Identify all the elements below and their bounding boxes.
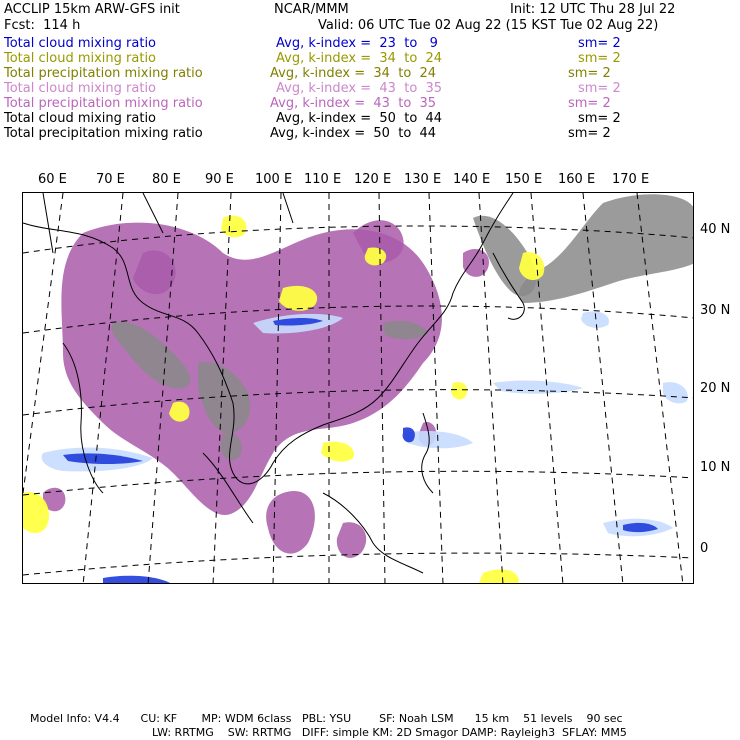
legend-field: Total precipitation mixing ratio [4,66,203,81]
lon-label: 100 E [255,172,293,187]
legend-sm: sm= 2 [568,66,611,81]
lon-label: 110 E [304,172,342,187]
legend-sm: sm= 2 [578,111,621,126]
legend-field: Total precipitation mixing ratio [4,126,203,141]
run-title: ACCLIP 15km ARW-GFS init [4,2,180,17]
center-label: NCAR/MMM [274,2,349,17]
legend-sm: sm= 2 [578,51,621,66]
lon-label: 130 E [404,172,442,187]
lat-label: 40 N [700,222,731,237]
legend-field: Total cloud mixing ratio [4,36,157,51]
legend-field: Total cloud mixing ratio [4,111,157,126]
legend-avg: Avg, k-index = 50 to 44 [276,111,443,126]
lon-label: 80 E [152,172,181,187]
legend-sm: sm= 2 [578,81,621,96]
legend-field: Total precipitation mixing ratio [4,96,203,111]
hydrometeor-fields [23,194,694,584]
forecast-hour: Fcst: 114 h [4,18,81,33]
model-info-line2: LW: RRTMG SW: RRTMG DIFF: simple KM: 2D Smagor DAMP: Rayleigh3 SFLAY: MM5 [152,726,627,739]
legend-avg: Avg, k-index = 34 to 24 [276,51,443,66]
lat-label: 10 N [700,460,731,475]
legend-avg: Avg, k-index = 43 to 35 [270,96,437,111]
forecast-map [22,192,694,584]
lon-label: 160 E [558,172,596,187]
lon-label: 120 E [354,172,392,187]
lon-label: 90 E [205,172,234,187]
lon-label: 60 E [38,172,67,187]
legend-avg: Avg, k-index = 43 to 35 [276,81,443,96]
legend-sm: sm= 2 [568,96,611,111]
legend-avg: Avg, k-index = 23 to 9 [276,36,438,51]
legend-sm: sm= 2 [578,36,621,51]
legend-field: Total cloud mixing ratio [4,81,157,96]
init-time: Init: 12 UTC Thu 28 Jul 22 [510,2,676,17]
lon-label: 140 E [453,172,491,187]
model-info-line1: Model Info: V4.4 CU: KF MP: WDM 6class PBL: YSU SF: Noah LSM 15 km 51 levels 90 sec [30,712,623,725]
lat-label: 20 N [700,381,731,396]
legend-avg: Avg, k-index = 34 to 24 [270,66,437,81]
valid-time: Valid: 06 UTC Tue 02 Aug 22 (15 KST Tue 02 Aug 22) [318,18,659,33]
lon-label: 70 E [96,172,125,187]
lon-label: 170 E [612,172,650,187]
precip-mixing-ratio-field [43,220,489,558]
legend-avg: Avg, k-index = 50 to 44 [270,126,437,141]
legend-sm: sm= 2 [568,126,611,141]
lon-label: 150 E [505,172,543,187]
lat-label: 30 N [700,303,731,318]
legend-field: Total cloud mixing ratio [4,51,157,66]
lat-label: 0 [700,541,709,556]
map-canvas [23,193,694,584]
